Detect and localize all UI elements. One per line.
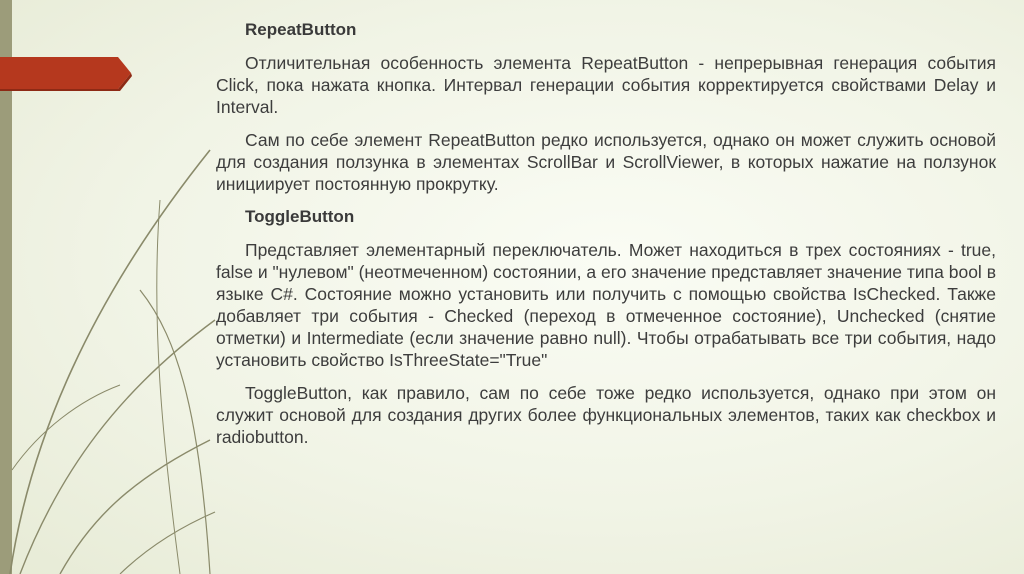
decor-curve-4 <box>120 512 215 574</box>
accent-arrow-shape <box>0 57 131 89</box>
decor-curve-3 <box>60 440 210 574</box>
decor-curve-2 <box>20 320 215 574</box>
slide-content <box>216 19 996 459</box>
decor-curve-7 <box>12 385 120 470</box>
paragraph-repeatbutton-usage: Сам по себе элемент RepeatButton редко используется, однако он может служить основой для создания ползунка в элементах ScrollBar и ScrollViewer, в которых нажатие на ползунок инициирует постоянную прокрутку. <box>216 130 996 194</box>
decor-curve-6 <box>157 200 180 574</box>
paragraph-togglebutton-description: Представляет элементарный переключатель. Может находиться в трех состояниях - true, false и "нулевом" (неотмеченном) состоянии, а его значение представляет значение типа bool в языке C#. Состояние можно установить или получить с помощью свойства IsChecked. Также добавляет три события - Checked (переход в отмеченное состояние), Unchecked (снятие отметки) и Intermediate (если значение равно null). Чтобы отрабатывать все три события, надо установить свойство IsThreeState="True" <box>216 240 996 370</box>
paragraph-repeatbutton-description: Отличительная особенность элемента RepeatButton - непрерывная генерация события Click, пока нажата кнопка. Интервал генерации события корректируется свойствами Delay и Interval. <box>216 53 996 117</box>
paragraph-togglebutton-usage: ToggleButton, как правило, сам по себе тоже редко используется, однако при этом он служит основой для создания других более функциональных элементов, таких как checkbox и radiobutton. <box>216 383 996 447</box>
decor-curve-1 <box>10 150 210 574</box>
section-heading-togglebutton: ToggleButton <box>245 207 355 226</box>
section-heading-repeatbutton: RepeatButton <box>245 20 357 39</box>
